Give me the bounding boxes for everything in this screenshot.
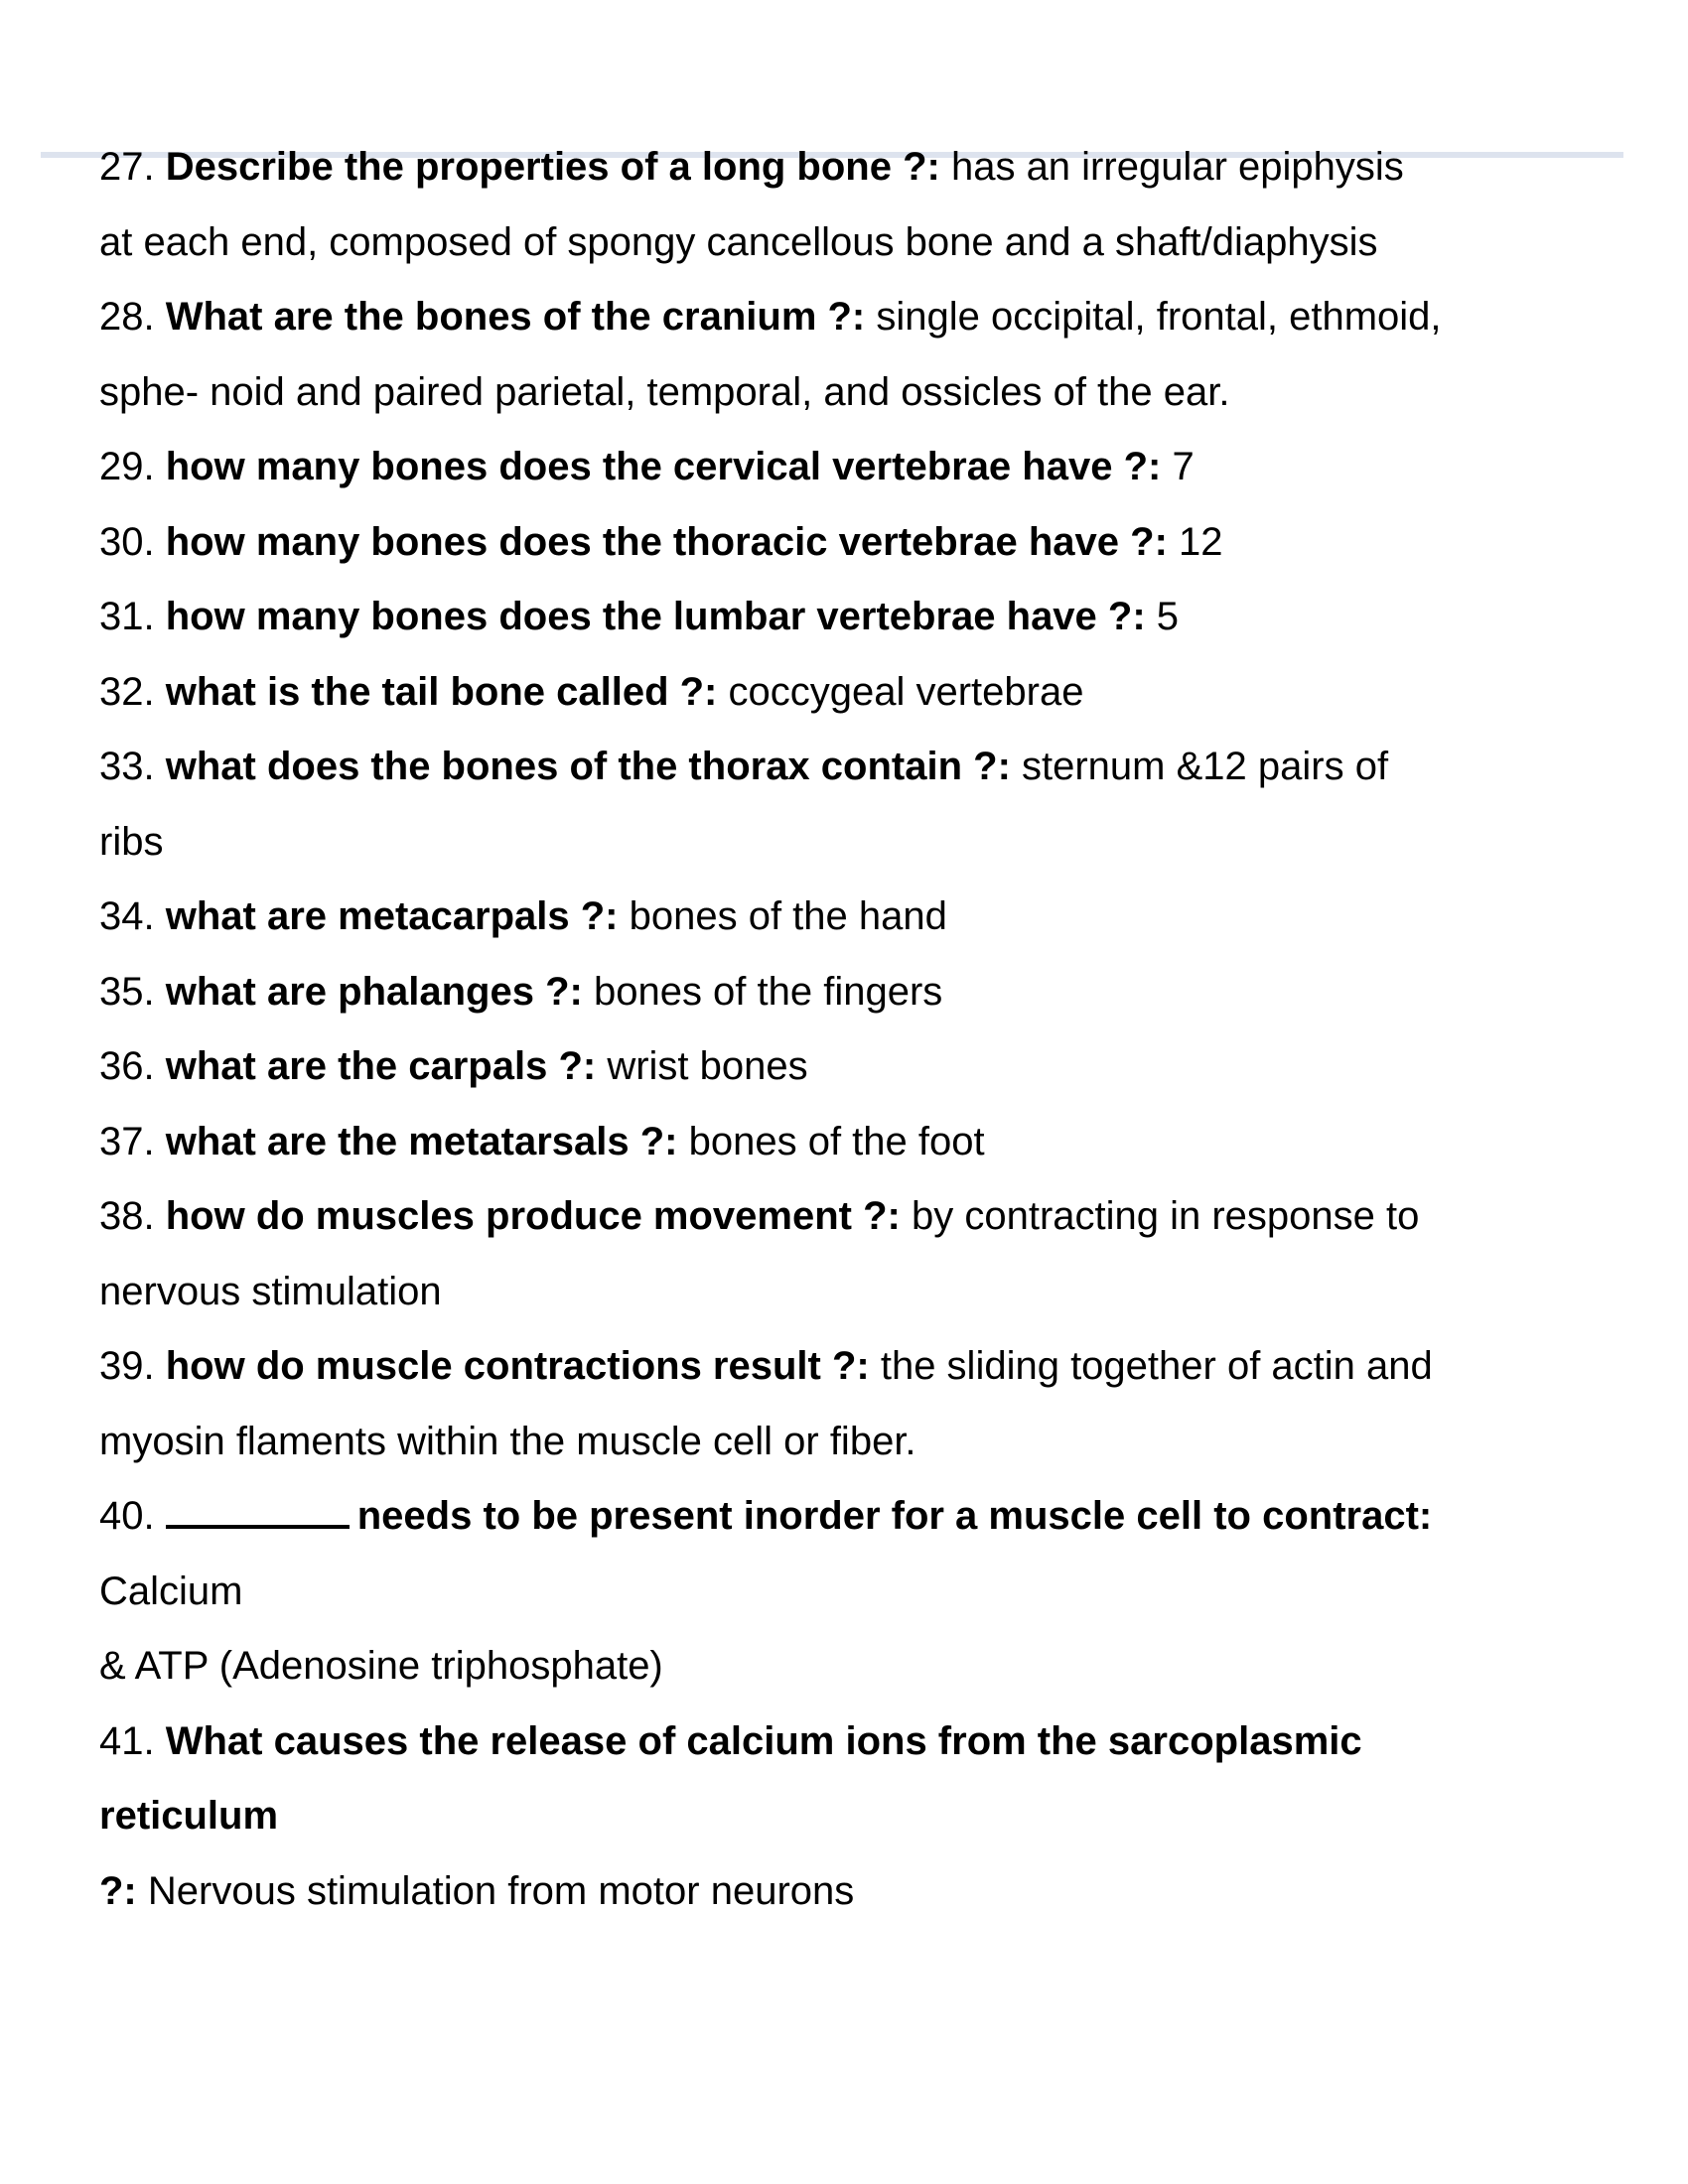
question: needs to be present inorder for a muscle cell to contract: <box>356 1494 1433 1538</box>
answer: bones of the hand <box>618 894 947 938</box>
answer: 7 <box>1161 445 1195 488</box>
item-number: 33. <box>99 745 155 788</box>
item-29 <box>99 430 1648 505</box>
answer: by contracting in response to <box>900 1194 1420 1238</box>
item-number: 37. <box>99 1119 155 1163</box>
question: how many bones does the thoracic vertebrae have ?: <box>165 519 1168 564</box>
item-number: 39. <box>99 1344 155 1388</box>
item-36 <box>99 1029 1648 1105</box>
item-number: 28. <box>99 295 155 339</box>
item-27 <box>99 130 1648 205</box>
item-number: 40. <box>99 1494 155 1538</box>
question: What are the bones of the cranium ?: <box>165 295 866 339</box>
fill-in-blank <box>166 1495 350 1529</box>
question: how do muscle contractions result ?: <box>165 1344 870 1388</box>
question: how do muscles produce movement ?: <box>165 1194 901 1238</box>
answer-line <box>99 1854 1648 1930</box>
question: what are metacarpals ?: <box>165 894 619 938</box>
answer: sternum &12 pairs of <box>1010 745 1389 788</box>
flashcard-list <box>99 130 1648 1929</box>
answer: bones of the foot <box>677 1119 985 1163</box>
question: What causes the release of calcium ions from the sarcoplasmic <box>165 1718 1362 1763</box>
question: Describe the properties of a long bone ?: <box>165 145 940 189</box>
question: reticulum <box>99 1794 279 1838</box>
answer: the sliding together of actin and <box>869 1344 1433 1388</box>
answer-continuation: at each end, composed of spongy cancellous bone and a shaft/diaphysis <box>99 219 1378 264</box>
answer-continuation: & ATP (Adenosine triphosphate) <box>99 1644 663 1688</box>
answer: coccygeal vertebrae <box>717 669 1084 714</box>
item-37 <box>99 1105 1648 1180</box>
answer: 12 <box>1167 519 1223 564</box>
question: how many bones does the lumbar vertebrae have ?: <box>165 595 1146 638</box>
question: what does the bones of the thorax contain ?: <box>165 745 1011 788</box>
item-number: 41. <box>99 1718 155 1763</box>
item-32 <box>99 655 1648 731</box>
item-number: 34. <box>99 894 155 938</box>
item-34 <box>99 880 1648 955</box>
answer-continuation: Calcium <box>99 1569 243 1613</box>
question-continuation <box>99 1779 1648 1854</box>
answer-continuation: myosin flaments within the muscle cell or fiber. <box>99 1419 916 1463</box>
question: what is the tail bone called ?: <box>165 669 718 714</box>
item-number: 29. <box>99 445 155 488</box>
answer: 5 <box>1145 595 1180 638</box>
question: how many bones does the cervical vertebrae have ?: <box>165 445 1162 488</box>
item-number: 27. <box>99 145 155 189</box>
answer: bones of the fingers <box>582 969 943 1014</box>
item-number: 31. <box>99 595 155 638</box>
item-39 <box>99 1329 1648 1405</box>
item-number: 35. <box>99 969 155 1014</box>
item-number: 38. <box>99 1194 155 1238</box>
answer: wrist bones <box>596 1044 808 1088</box>
item-number: 32. <box>99 669 155 714</box>
item-38 <box>99 1179 1648 1255</box>
item-30 <box>99 505 1648 581</box>
question-marker: ?: <box>99 1868 137 1913</box>
answer: Nervous stimulation from motor neurons <box>136 1868 855 1913</box>
question: what are phalanges ?: <box>165 969 583 1014</box>
item-28 <box>99 280 1648 355</box>
item-35 <box>99 955 1648 1030</box>
question: what are the carpals ?: <box>165 1044 597 1088</box>
answer-continuation: ribs <box>99 819 164 864</box>
answer-continuation: sphe- noid and paired parietal, temporal, and ossicles of the ear. <box>99 369 1230 414</box>
item-33 <box>99 730 1648 805</box>
item-40 <box>99 1479 1648 1555</box>
answer: single occipital, frontal, ethmoid, <box>865 295 1442 339</box>
answer-continuation: nervous stimulation <box>99 1269 442 1313</box>
item-number: 36. <box>99 1044 155 1088</box>
answer: has an irregular epiphysis <box>939 145 1404 189</box>
question: what are the metatarsals ?: <box>165 1119 678 1163</box>
item-31 <box>99 580 1648 655</box>
item-number: 30. <box>99 519 155 564</box>
item-41 <box>99 1705 1648 1780</box>
